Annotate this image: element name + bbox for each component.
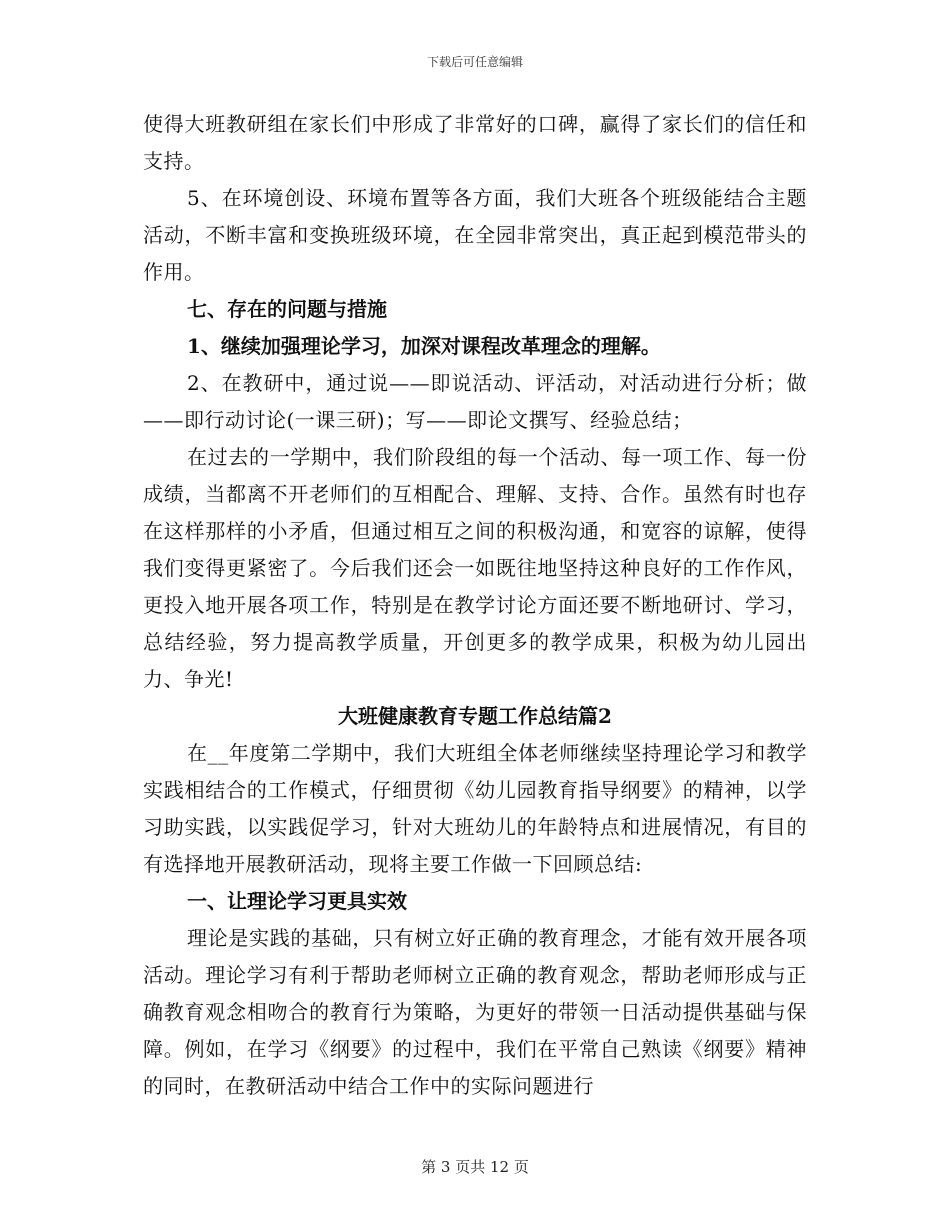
paragraph-intro: 在__年度第二学期中，我们大班组全体老师继续坚持理论学习和教学实践相结合的工作模式，仔细贯彻《幼儿园教育指导纲要》的精神，以学习助实践，以实践促学习，针对大班幼儿的年龄特点和进展情况，有目的有选择地开展教研活动，现将主要工作做一下回顾总结: (143, 741, 807, 876)
section-heading-one: 一、让理论学习更具实效 (187, 889, 407, 913)
page-footer: 第 3 页共 12 页 (421, 1158, 529, 1176)
section-heading-seven: 七、存在的问题与措施 (187, 297, 387, 321)
document-body (143, 106, 807, 1105)
paragraph-1: 使得大班教研组在家长们中形成了非常好的口碑，赢得了家长们的信任和支持。 (143, 112, 807, 173)
paragraph-summary: 在过去的一学期中，我们阶段组的每一个活动、每一项工作、每一份成绩，当都离不开老师们的互相配合、理解、支持、合作。虽然有时也存在这样那样的小矛盾，但通过相互之间的积极沟通，和宽容的谅解，使得我们变得更紧密了。今后我们还会一如既往地坚持这种良好的工作作风，更投入地开展各项工作，特别是在教学讨论方面还要不断地研讨、学习，总结经验，努力提高教学质量，开创更多的教学成果，积极为幼儿园出力、争光! (143, 445, 807, 691)
paragraph-item-2: 2、在教研中，通过说——即说活动、评活动，对活动进行分析；做——即行动讨论(一课三研)；写——即论文撰写、经验总结； (143, 371, 807, 432)
article-title: 大班健康教育专题工作总结篇2 (338, 704, 612, 728)
subheading-item-1: 1、继续加强理论学习，加深对课程改革理念的理解。 (187, 334, 661, 358)
paragraph-item-5: 5、在环境创设、环境布置等各方面，我们大班各个班级能结合主题活动，不断丰富和变换班级环境，在全园非常突出，真正起到模范带头的作用。 (143, 186, 807, 284)
paragraph-theory: 理论是实践的基础，只有树立好正确的教育理念，才能有效开展各项活动。理论学习有利于帮助老师树立正确的教育观念，帮助老师形成与正确教育观念相吻合的教育行为策略，为更好的带领一日活动提供基础与保障。例如，在学习《纲要》的过程中，我们在平常自己熟读《纲要》精神的同时，在教研活动中结合工作中的实际问题进行 (143, 926, 807, 1098)
page-header: 下载后可任意编辑 (426, 55, 523, 69)
